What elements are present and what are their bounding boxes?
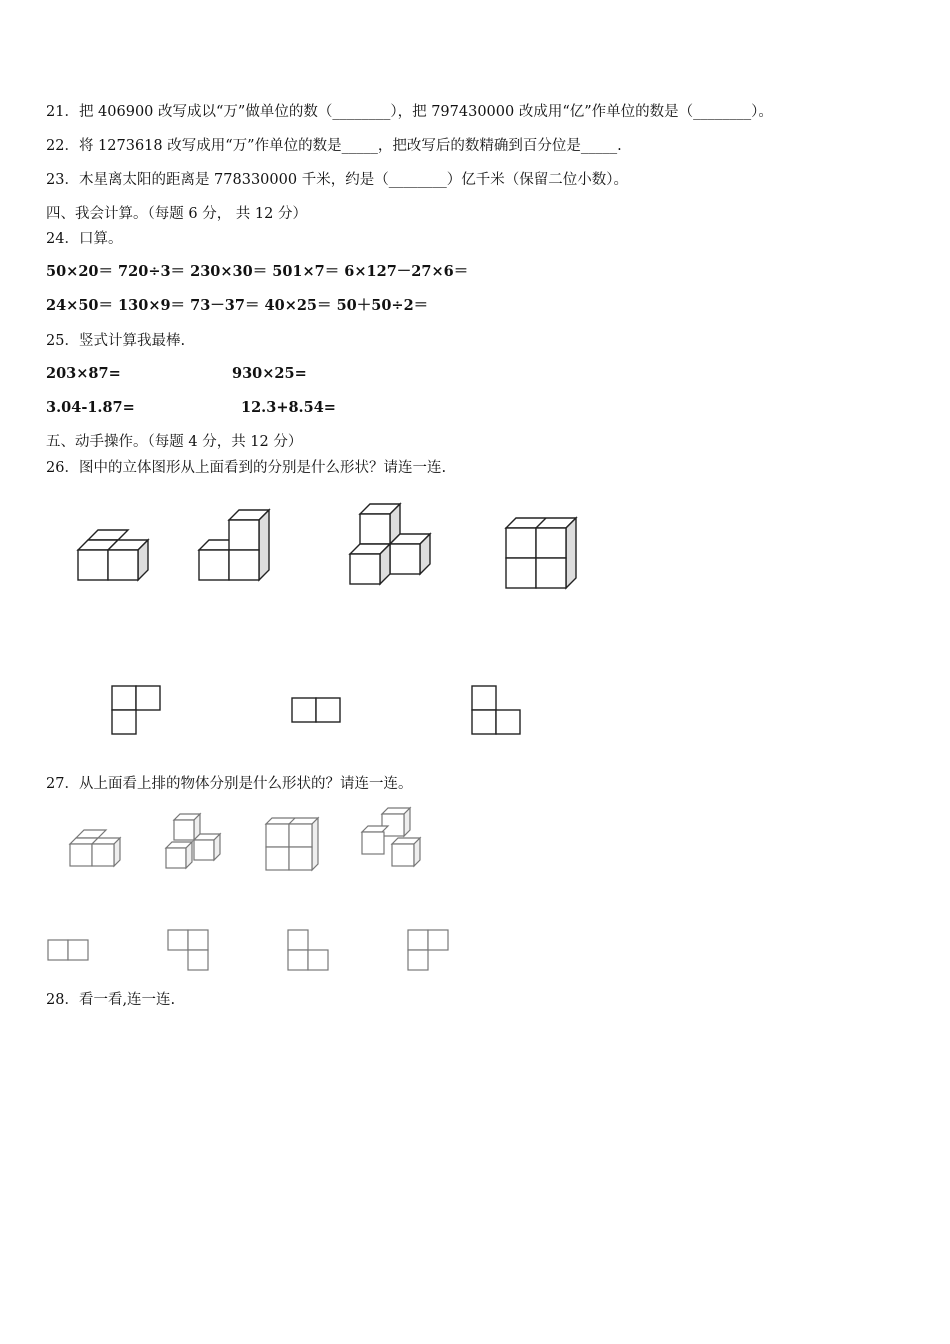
q26-solid-figure-1 bbox=[70, 522, 160, 584]
question-26: 26．图中的立体图形从上面看到的分别是什么形状？请连一连. bbox=[46, 460, 447, 476]
section-5-heading: 五、动手操作。（每题 4 分，共 12 分） bbox=[46, 434, 303, 450]
question-25: 25．竖式计算我最棒. bbox=[46, 333, 186, 349]
question-21: 21．把 406900 改写成以“万”做单位的数（________），把 797430000 改成用“亿”作单位的数是（________）。 bbox=[46, 104, 773, 120]
section-4-heading: 四、我会计算。（每题 6 分， 共 12 分） bbox=[46, 206, 307, 222]
q27-top-view-1 bbox=[46, 938, 92, 966]
q26-top-view-2 bbox=[290, 696, 344, 726]
q27-top-view-3 bbox=[286, 928, 332, 974]
question-25-b: 930×25= bbox=[232, 365, 307, 382]
question-25-c: 3.04-1.87= bbox=[46, 399, 135, 416]
q27-solid-figure-1 bbox=[64, 826, 126, 870]
q26-solid-figure-3 bbox=[346, 502, 436, 588]
q26-top-view-3 bbox=[470, 684, 524, 738]
q27-solid-figure-4 bbox=[356, 804, 424, 872]
question-28: 28．看一看,连一连. bbox=[46, 992, 176, 1008]
q27-top-view-2 bbox=[166, 928, 212, 974]
q26-solid-figure-4 bbox=[502, 516, 582, 594]
question-24-row-1: 50×20＝ 720÷3＝ 230×30＝ 501×7＝ 6×127－27×6＝ bbox=[46, 263, 469, 280]
question-27: 27．从上面看上排的物体分别是什么形状的？请连一连。 bbox=[46, 776, 413, 792]
q27-solid-figure-2 bbox=[160, 812, 226, 874]
question-23: 23．木星离太阳的距离是 778330000 千米，约是（________）亿千米（保留二位小数）。 bbox=[46, 172, 628, 188]
q27-solid-figure-3 bbox=[262, 814, 324, 872]
question-25-d: 12.3+8.54= bbox=[241, 399, 336, 416]
q26-solid-figure-2 bbox=[195, 508, 275, 584]
question-24-row-2: 24×50＝ 130×9＝ 73－37＝ 40×25＝ 50＋50÷2＝ bbox=[46, 297, 429, 314]
question-25-a: 203×87= bbox=[46, 365, 121, 382]
question-22: 22．将 1273618 改写成用“万”作单位的数是_____，把改写后的数精确到百分位是_____. bbox=[46, 138, 622, 154]
q26-top-view-1 bbox=[110, 684, 164, 738]
q27-top-view-4 bbox=[406, 928, 452, 974]
question-24: 24．口算。 bbox=[46, 231, 123, 247]
